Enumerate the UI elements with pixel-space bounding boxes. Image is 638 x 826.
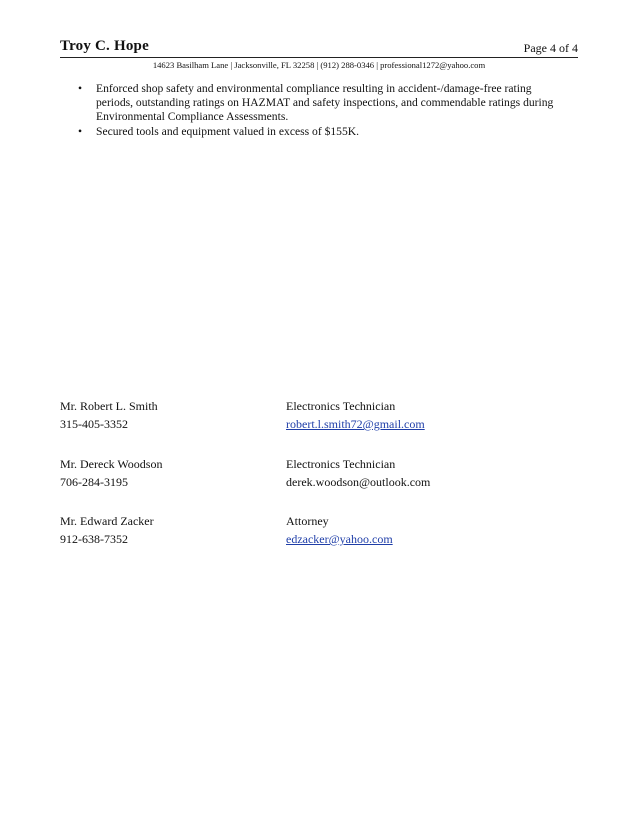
bullet-icon: • [78, 124, 83, 138]
reference-title: Electronics Technician [286, 457, 396, 471]
reference-name: Mr. Edward Zacker [60, 514, 154, 528]
reference-entry [60, 397, 560, 433]
reference-phone: 912-638-7352 [60, 532, 128, 546]
header-divider [60, 57, 578, 58]
reference-phone: 315-405-3352 [60, 417, 128, 431]
reference-email-link[interactable]: edzacker@yahoo.com [286, 532, 393, 546]
page-number: Page 4 of 4 [523, 41, 578, 55]
bullet-item [60, 82, 560, 125]
header-name: Troy C. Hope [60, 38, 149, 54]
reference-entry [60, 455, 560, 491]
reference-email: derek.woodson@outlook.com [286, 475, 431, 489]
reference-title: Electronics Technician [286, 399, 396, 413]
reference-email-link[interactable]: robert.l.smith72@gmail.com [286, 417, 425, 431]
reference-title: Attorney [286, 514, 329, 528]
bullet-text: Enforced shop safety and environmental compliance resulting in accident-/damage-free rating periods, outstanding ratings on HAZMAT and safety inspections, and commendable ratings during Environmental Compliance Assessments. [96, 82, 554, 124]
reference-name: Mr. Dereck Woodson [60, 457, 163, 471]
bullet-list [60, 82, 560, 139]
reference-name: Mr. Robert L. Smith [60, 399, 158, 413]
reference-entry [60, 512, 560, 548]
reference-phone: 706-284-3195 [60, 475, 128, 489]
bullet-text: Secured tools and equipment valued in excess of $155K. [96, 124, 360, 138]
bullet-icon: • [78, 82, 83, 95]
bullet-item [60, 125, 560, 139]
header-contact-line: 14623 Basilham Lane | Jacksonville, FL 32258 | (912) 288-0346 | professional1272@yahoo.com [152, 60, 486, 70]
